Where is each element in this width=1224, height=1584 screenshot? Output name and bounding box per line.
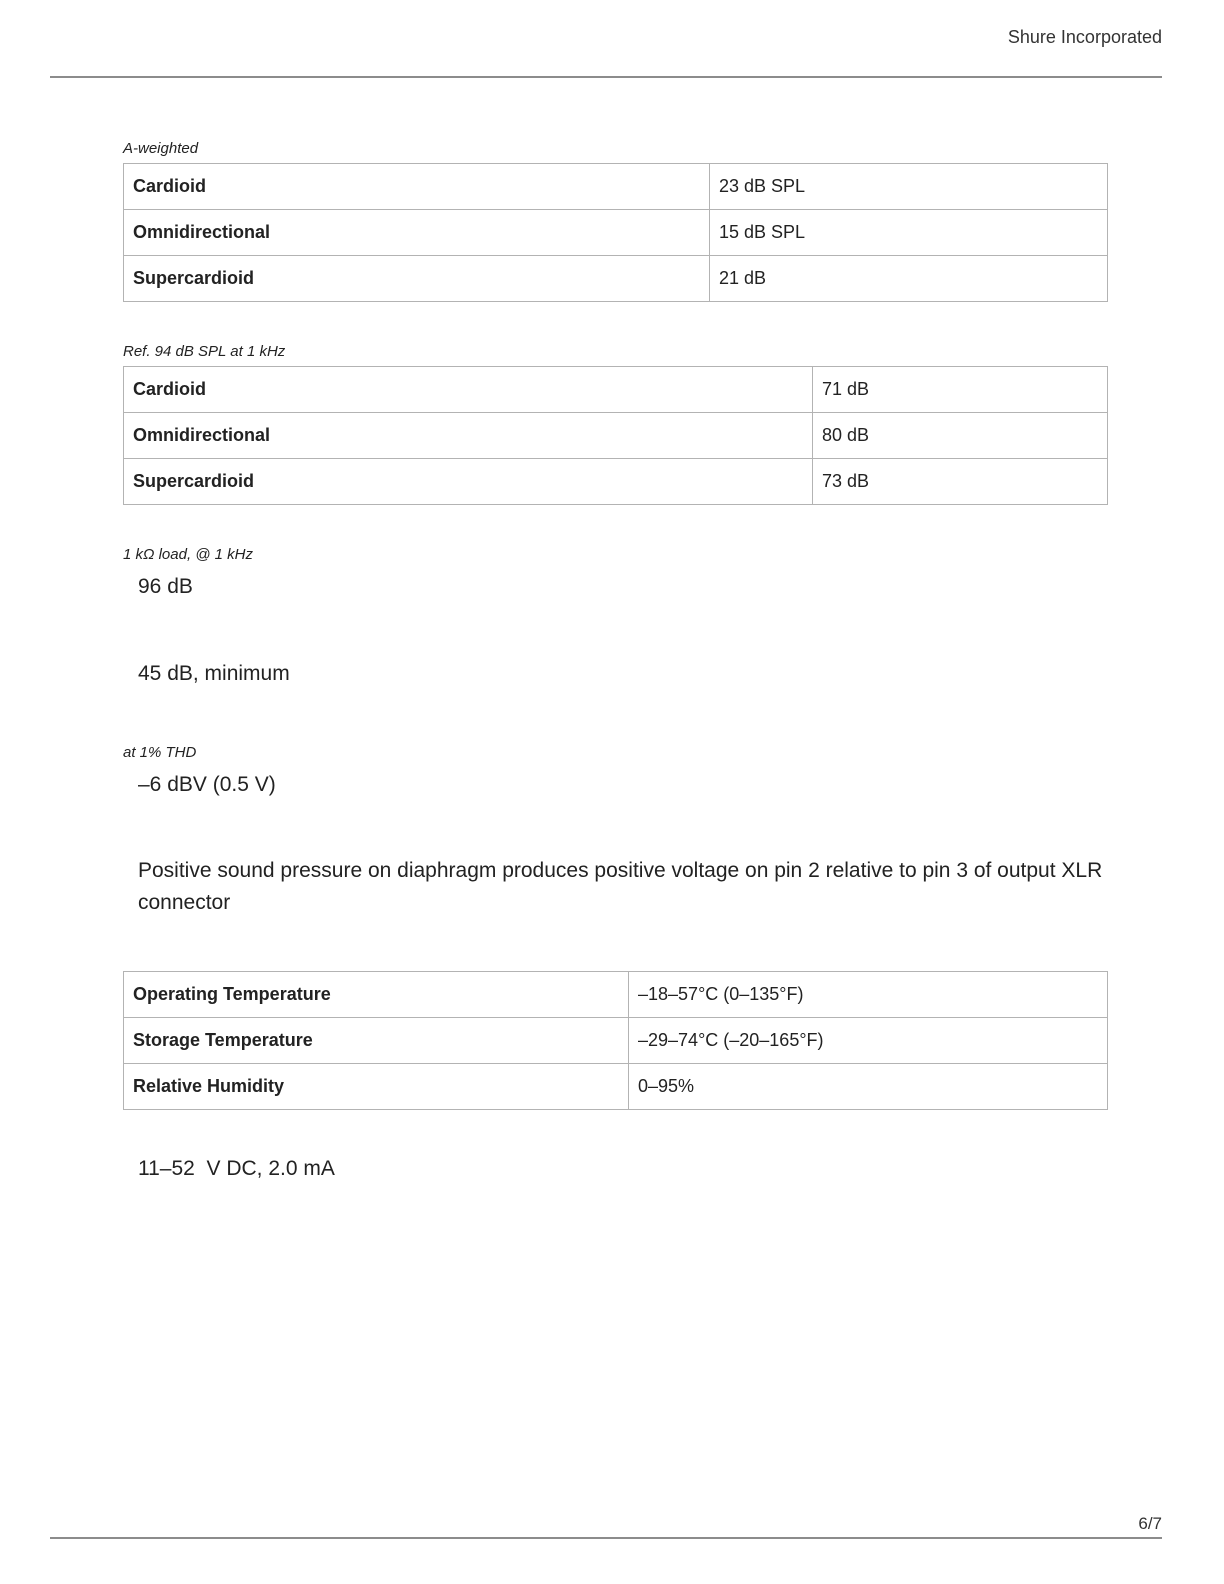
footer-divider <box>50 1537 1162 1539</box>
row-value: 0–95% <box>629 1064 1108 1110</box>
row-label: Storage Temperature <box>124 1018 629 1064</box>
row-value: 21 dB <box>710 256 1108 302</box>
header-company-name: Shure Incorporated <box>1007 27 1162 47</box>
cmr-value: 45 dB, minimum <box>138 662 290 685</box>
row-label: Omnidirectional <box>124 210 710 256</box>
header-divider <box>50 76 1162 78</box>
row-value: 80 dB <box>813 413 1108 459</box>
row-label: Supercardioid <box>124 256 710 302</box>
row-value: 23 dB SPL <box>710 164 1108 210</box>
row-value: –29–74°C (–20–165°F) <box>629 1018 1108 1064</box>
self-noise-note: A-weighted <box>123 140 199 157</box>
preamp-output-value: –6 dBV (0.5 V) <box>138 773 276 796</box>
snr-note: Ref. 94 dB SPL at 1 kHz <box>123 343 286 360</box>
table-row <box>124 1064 1108 1110</box>
row-value: –18–57°C (0–135°F) <box>629 972 1108 1018</box>
table-row <box>124 164 1108 210</box>
row-label: Relative Humidity <box>124 1064 629 1110</box>
page-number: 6/7 <box>1138 1514 1162 1533</box>
table-row <box>124 459 1108 505</box>
table-row <box>124 1018 1108 1064</box>
power-requirements-value: 11–52 V DC, 2.0 mA <box>138 1157 335 1180</box>
row-label: Cardioid <box>124 367 813 413</box>
table-row <box>124 972 1108 1018</box>
table-row <box>124 413 1108 459</box>
row-value: 15 dB SPL <box>710 210 1108 256</box>
polarity-text: Positive sound pressure on diaphragm produces positive voltage on pin 2 relative to pin 3 of output XLR connector <box>138 859 1103 914</box>
snr-table <box>123 366 1108 505</box>
row-value: 71 dB <box>813 367 1108 413</box>
dynamic-range-value: 96 dB <box>138 575 193 598</box>
self-noise-table <box>123 163 1108 302</box>
environmental-table <box>123 971 1108 1110</box>
preamp-output-note: at 1% THD <box>123 744 197 761</box>
row-label: Cardioid <box>124 164 710 210</box>
row-label: Omnidirectional <box>124 413 813 459</box>
row-value: 73 dB <box>813 459 1108 505</box>
dynamic-range-note: 1 kΩ load, @ 1 kHz <box>123 546 254 563</box>
table-row <box>124 210 1108 256</box>
row-label: Supercardioid <box>124 459 813 505</box>
table-row <box>124 367 1108 413</box>
table-row <box>124 256 1108 302</box>
row-label: Operating Temperature <box>124 972 629 1018</box>
